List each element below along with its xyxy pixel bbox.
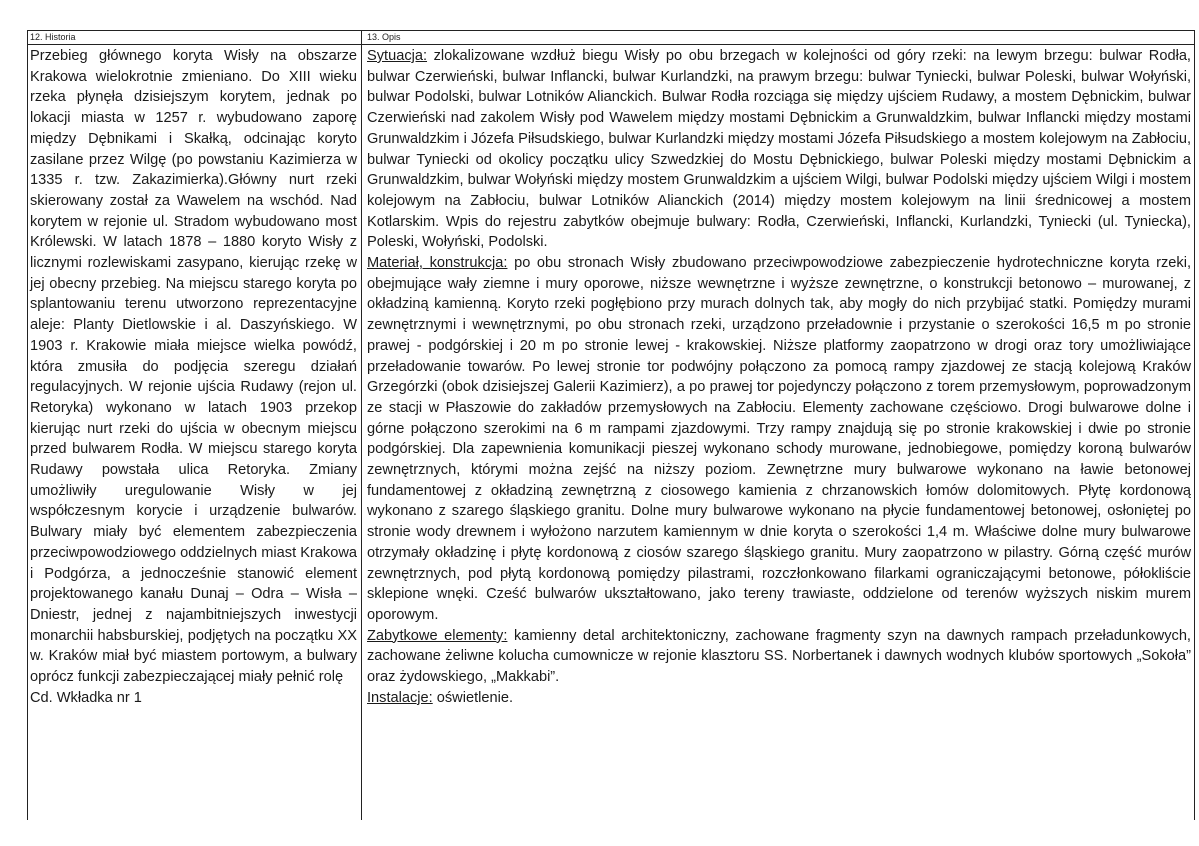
header-underline <box>27 44 1195 45</box>
instalacje-text: oświetlenie. <box>432 689 514 706</box>
column-divider <box>361 30 362 820</box>
historia-column <box>30 46 357 709</box>
material-section <box>367 253 1191 626</box>
instalacje-label: Instalacje: <box>367 689 433 706</box>
historia-continuation-note: Cd. Wkładka nr 1 <box>30 689 142 706</box>
opis-column-header: 13. Opis <box>367 32 401 42</box>
sytuacja-text: zlokalizowane wzdłuż biegu Wisły po obu brzegach w kolejności od góry rzeki: na lewym brzegu: bulwar Rodła, bulwar Czerwieński, bulwar Inflancki, bulwar Kurlandzki, na prawym brzegu: bulwar Tyniecki, bulwar Poleski, bulwar Wołyński, bulwar Podolski, bulwar Lotników Alianckich. Bulwar Rodła rozciąga się między ujściem Rudawy, a mostem Dębnickim, bulwar Czerwieński nad zakolem Wisły pod Wawelem między mostami Dębnickim a Grunwaldzkim, bulwar Inflancki między mostami Grunwaldzkim i Józefa Piłsudskiego, bulwar Kurlandzki między mostami Józefa Piłsudskiego a mostem kolejowym na Zabłociu, bulwar Tyniecki od okolicy początku ulicy Szwedzkiej do Mostu Dębnickiego, bulwar Poleski między mostami Dębnickim a Grunwaldzkim, bulwar Wołyński między mostem Grunwaldzkim a ujściem Wilgi, bulwar Podolski między ujściem Wilgi i mostem kolejowym na Zabłociu, bulwar Lotników Alianckich (2014) między mostem kolejowym na linii średnicowej a mostem Kotlarskim. Wpis do rejestru zabytków obejmuje bulwary: Rodła, Czerwieński, Inflancki, Kurlandzki, Tyniecki (ul. Tyniecka), Poleski, Wołyński, Podolski. <box>367 48 1191 251</box>
historia-column-header: 12. Historia <box>30 32 76 42</box>
sytuacja-label: Sytuacja: <box>367 48 428 64</box>
zabytkowe-text: kamienny detal architektoniczny, zachowane fragmenty szyn na dawnych rampach przeładunkowych, zachowane żeliwne kolucha cumownicze w rejonie klasztoru SS. Norbertanek i dawnych wodnych klubów sportowych „Sokoła” oraz żydowskiego, „Makkabi”. <box>367 627 1191 686</box>
sytuacja-section <box>367 46 1191 253</box>
instalacje-section <box>367 688 1191 709</box>
frame-top-border <box>27 30 1195 31</box>
frame-right-border <box>1194 30 1195 820</box>
zabytkowe-label: Zabytkowe elementy: <box>367 627 508 644</box>
opis-column <box>367 46 1191 709</box>
form-sheet <box>27 30 1195 820</box>
frame-left-border <box>27 30 28 820</box>
material-label: Materiał, konstrukcja: <box>367 255 508 272</box>
zabytkowe-section <box>367 626 1191 688</box>
historia-text: Przebieg głównego koryta Wisły na obszarze Krakowa wielokrotnie zmieniano. Do XIII wieku rzeka płynęła dzisiejszym korytem, jednak po lokacji miasta w 1257 r. wybudowano zaporę między Dębnikami i Skałką, odcinając koryto zasilane przez Wilgę (po powstaniu Kazimierza w 1335 r. tzw. Zakazimierka).Główny nurt rzeki skierowany został za Wawelem na wschód. Nad korytem w rejonie ul. Stradom wybudowano most Królewski. W latach 1878 – 1880 koryto Wisły z licznymi rozlewiskami zasypano, kierując rzekę w jej obecny przebieg. Na miejscu starego koryta po splantowaniu terenu utworzono reprezentacyjne aleje: Planty Dietlowskie i al. Daszyńskiego. W 1903 r. Krakowie miała miejsce wielka powódź, która zmusiła do podjęcia szeregu działań regulacyjnych. W rejonie ujścia Rudawy (rejon ul. Retoryka) wykonano w latach 1903 przekop kierując nurt rzeki do ujścia w obecnym miejscu przed bulwarem Rodła. W miejscu starego koryta Rudawy powstała ulica Retoryka. Zmiany umożliwiły uregulowanie Wisły w jej współczesnym korycie i urządzenie bulwarów. Bulwary miały być elementem zabezpieczenia przeciwpowodziowego oddzielnych miast Krakowa i Podgórza, a jednocześnie stanowić element projektowanego kanału Dunaj – Odra – Wisła – Dniestr, jednej z najambitniejszych inwestycji monarchii habsburskiej, podjętych na początku XX w. Kraków miał być miastem portowym, a bulwary oprócz funkcji zabezpieczającej miały pełnić rolę <box>30 48 357 686</box>
material-text: po obu stronach Wisły zbudowano przeciwpowodziowe zabezpieczenie hydrotechniczne koryta rzeki, obejmujące wały ziemne i mury oporowe, niższe wewnętrzne i wyższe zewnętrzne, o konstrukcji betonowo – murowanej, z okładziną kamienną. Koryto rzeki pogłębiono przy murach dolnych tak, aby mogły do nich przybijać statki. Pomiędzy murami zewnętrznymi i wewnętrznymi, po obu stronach rzeki, urządzono przeładownie i przystanie o szerokości 16,5 m po stronie prawej - podgórskiej i 20 m po stronie lewej - krakowskiej. Niższe platformy zaopatrzono w drogi oraz tory umożliwiające przeładowanie towarów. Po lewej stronie tor podwójny połączono za pomocą rampy zjazdowej ze stacją kolejową Kraków Grzegórzki (obok dzisiejszej Galerii Kazimierz), a po prawej tor pojedynczy połączono z torem przemysłowym, poprowadzonym ze stacji w Płaszowie do zakładów przemysłowych na Zabłociu. Elementy zachowane częściowo. Drogi bulwarowe dolne i górne połączono szerokimi na 6 m rampami zjazdowymi. Trzy rampy znajdują się po stronie krakowskiej i dwie po stronie podgórskiej. Dla zapewnienia komunikacji pieszej wykonano schody murowane, jednobiegowe, pomiędzy koroną bulwarów zewnętrznych, którymi można zejść na niższy poziom. Zewnętrzne mury bulwarowe wykonano na ławie betonowej fundamentowej z okładziną zewnętrzną z ciosowego kamienia z chrzanowskich łomów dolomitowych. Płytę kordonową wykonano z szarego śląskiego granitu. Dolne mury bulwarowe wykonano na płycie fundamentowej betonowej, osłoniętej po stronie wody drewnem i wyłożono narzutem kamiennym w dnie koryta o szerokości 1,4 m. Właściwe dolne mury bulwarowe otrzymały okładzinę i płytę kordonową z ciosów szarego śląskiego granitu. Mury zaopatrzono w pilastry. Górną część murów zewnętrznych, pod płytą kordonową pomiędzy pilastrami, rozczłonkowano filarkami ograniczającymi betonowe, półokliście sklepione wnęki. Cześć bulwarów ukształtowano, jako tereny trawiaste, oddzielone od terenów wyższych niskim murem oporowym. <box>367 255 1191 623</box>
